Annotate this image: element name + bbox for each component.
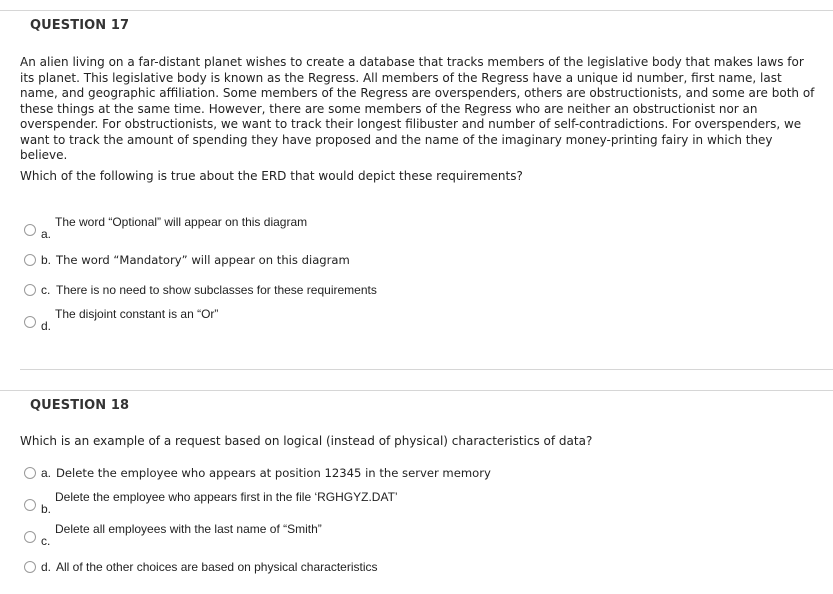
q18-option-c-text: Delete all employees with the last name of “Smith” [55,522,322,536]
q17-option-a-radio[interactable] [24,224,36,236]
q17-option-a-letter: a. [41,227,52,241]
top-divider [0,10,833,11]
q17-option-b-radio[interactable] [24,254,36,266]
question-18-prompt: Which is an example of a request based on logical (instead of physical) characteristics of data? [20,434,593,448]
q18-option-a-radio[interactable] [24,467,36,479]
section-divider-lower [0,390,833,391]
q18-option-a[interactable] [24,463,804,485]
q18-option-d-letter: d. [41,560,52,574]
q18-option-d-text: All of the other choices are based on physical characteristics [56,560,378,574]
q17-option-b-text: The word “Mandatory” will appear on this diagram [56,253,350,267]
q18-option-b[interactable] [24,490,804,516]
question-18-title: QUESTION 18 [30,398,130,413]
q18-option-c-radio[interactable] [24,531,36,543]
q17-option-c-letter: c. [41,283,51,297]
q17-option-a[interactable] [24,215,804,241]
q17-option-b[interactable] [24,250,804,272]
q17-option-c[interactable] [24,280,804,302]
question-17-stem [20,55,820,184]
q18-option-c[interactable] [24,522,804,548]
question-18-stem [20,434,820,450]
q17-option-d[interactable] [24,307,804,333]
q17-option-b-letter: b. [41,253,52,267]
q18-option-c-letter: c. [41,534,51,548]
q17-option-d-radio[interactable] [24,316,36,328]
q18-option-b-radio[interactable] [24,499,36,511]
q18-option-a-text: Delete the employee who appears at position 12345 in the server memory [56,466,491,480]
question-17-prompt: Which of the following is true about the ERD that would depict these requirements? [20,168,523,183]
question-17-title: QUESTION 17 [30,18,130,33]
section-divider [20,369,833,370]
q18-option-d-radio[interactable] [24,561,36,573]
question-17-scenario: An alien living on a far-distant planet wishes to create a database that tracks members of the legislative body that makes laws for its planet. This legislative body is known as the Regress. All members of the Regress have a unique id number, first name, last name, and geographic affiliation. Some members of the Regress are overspenders, others are obstructionists, and some are both of these things at the same time. However, there are some members of the Regress who are neither an obstructionist nor an overspender. For obstructionists, we want to track their longest filibuster and number of self-contradictions. For overspenders, we want to track the amount of spending they have proposed and the name of the imaginary money-printing fairy in which they believe. [20,55,815,162]
q17-option-c-text: There is no need to show subclasses for these requirements [56,283,377,297]
q17-option-d-letter: d. [41,319,52,333]
q18-option-d[interactable] [24,557,804,579]
q17-option-d-text: The disjoint constant is an “Or” [55,307,219,321]
q18-option-b-letter: b. [41,502,52,516]
q17-option-c-radio[interactable] [24,284,36,296]
q18-option-a-letter: a. [41,466,52,480]
q18-option-b-text: Delete the employee who appears first in the file ‘RGHGYZ.DAT’ [55,490,398,504]
q17-option-a-text: The word “Optional” will appear on this diagram [55,215,308,229]
